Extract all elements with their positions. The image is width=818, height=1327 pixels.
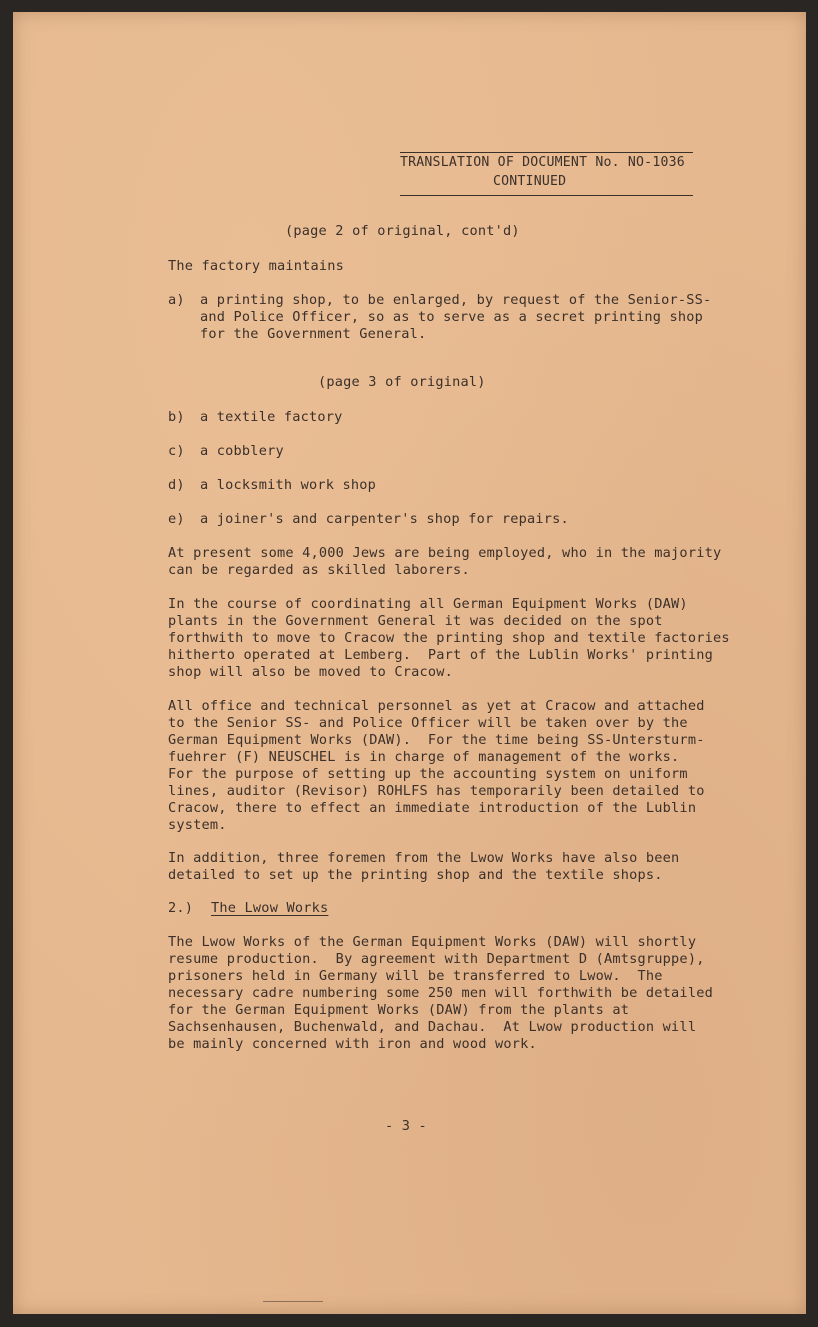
paragraph-workforce-line: can be regarded as skilled laborers. [168,562,470,578]
item-a-line: and Police Officer, so as to serve as a secret printing shop [200,309,704,325]
item-e-text: a joiner's and carpenter's shop for repairs. [200,511,569,527]
paragraph-personnel-line: fuehrer (F) NEUSCHEL is in charge of management of the works. [168,749,680,765]
bottom-edge-mark [263,1301,323,1302]
paragraph-coordination-line: forthwith to move to Cracow the printing shop and textile factories [168,630,730,646]
item-a-line: a printing shop, to be enlarged, by request of the Senior-SS- [200,292,712,308]
item-c-text: a cobblery [200,443,284,459]
paragraph-personnel-line: German Equipment Works (DAW). For the time being SS-Untersturm- [168,732,705,748]
page-note-original-2: (page 2 of original, cont'd) [285,223,520,239]
paragraph-coordination-line: In the course of coordinating all German Equipment Works (DAW) [168,596,688,612]
document-subtitle: CONTINUED [493,174,567,189]
item-d-text: a locksmith work shop [200,477,377,493]
paragraph-coordination-line: hitherto operated at Lemberg. Part of the Lublin Works' printing [168,647,713,663]
paragraph-personnel-line: system. [168,817,227,833]
paragraph-workforce-line: At present some 4,000 Jews are being employed, who in the majority [168,545,722,561]
header-bottom-rule [400,195,693,196]
paragraph-lwow-line: resume production. By agreement with Department D (Amtsgruppe), [168,951,705,967]
section-heading: The Lwow Works [211,900,329,916]
page-number: - 3 - [385,1118,427,1134]
paragraph-personnel-line: All office and technical personnel as yet at Cracow and attached [168,698,705,714]
document-title: TRANSLATION OF DOCUMENT No. NO-1036 [400,155,685,170]
paragraph-lwow-line: for the German Equipment Works (DAW) from the plants at [168,1002,630,1018]
item-e-label: e) [168,511,185,527]
item-a-line: for the Government General. [200,326,427,342]
paragraph-coordination-line: shop will also be moved to Cracow. [168,664,454,680]
section-number: 2.) [168,900,194,916]
document-page [13,12,806,1314]
paragraph-coordination-line: plants in the Government General it was decided on the spot [168,613,663,629]
paragraph-lwow-line: be mainly concerned with iron and wood work. [168,1036,537,1052]
paragraph-lwow-line: prisoners held in Germany will be transferred to Lwow. The [168,968,663,984]
paragraph-personnel-line: to the Senior SS- and Police Officer will be taken over by the [168,715,688,731]
intro-line: The factory maintains [168,258,345,274]
paragraph-foremen-line: In addition, three foremen from the Lwow Works have also been [168,850,680,866]
item-a-label: a) [168,292,185,308]
paragraph-personnel-line: lines, auditor (Revisor) ROHLFS has temporarily been detailed to [168,783,705,799]
page-note-original-3: (page 3 of original) [318,374,486,390]
paragraph-lwow-line: necessary cadre numbering some 250 men will forthwith be detailed [168,985,713,1001]
paragraph-lwow-line: Sachsenhausen, Buchenwald, and Dachau. At Lwow production will [168,1019,697,1035]
paragraph-lwow-line: The Lwow Works of the German Equipment Works (DAW) will shortly [168,934,697,950]
paragraph-personnel-line: For the purpose of setting up the accounting system on uniform [168,766,688,782]
item-d-label: d) [168,477,185,493]
paragraph-foremen-line: detailed to set up the printing shop and the textile shops. [168,867,663,883]
item-b-label: b) [168,409,185,425]
item-c-label: c) [168,443,185,459]
item-b-text: a textile factory [200,409,343,425]
header-top-rule [400,152,693,153]
paragraph-personnel-line: Cracow, there to effect an immediate introduction of the Lublin [168,800,697,816]
